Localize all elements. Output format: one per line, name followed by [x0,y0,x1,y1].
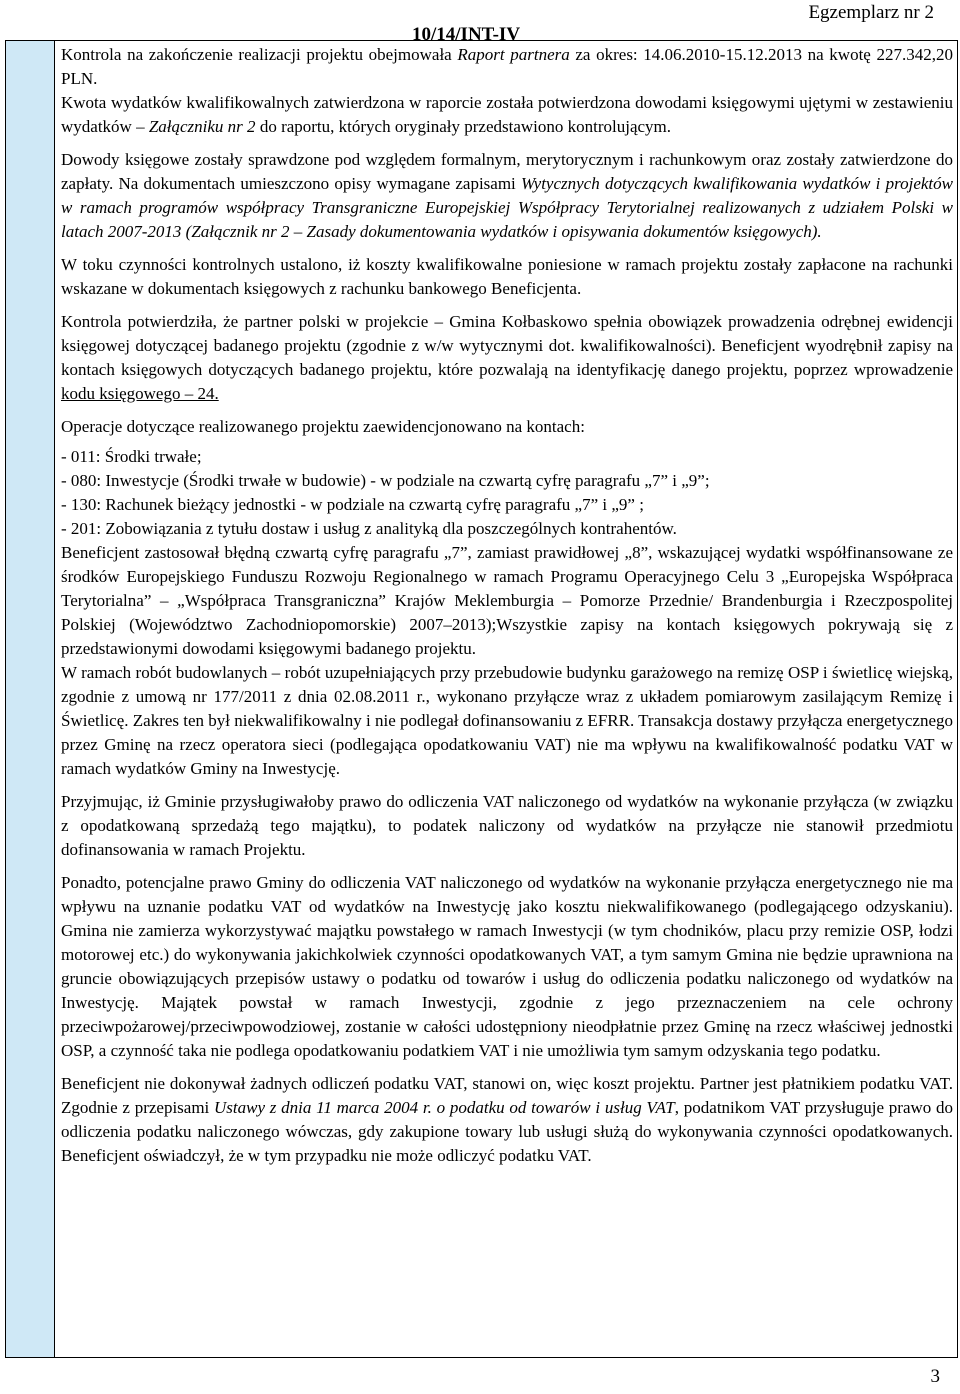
accounts-list [61,445,953,541]
text-run-italic: Wytycznych dotyczących kwalifikowania wydatków i projektów w ramach programów współpracy Transgraniczne Europejskiej Współpracy Terytorialnej realizowanych z udziałem Polski w latach 2007-2013 (Załącznik nr 2 – Zasady dokumentowania wydatków i opisywania dokumentów księgowych). [61,174,953,241]
text-run: Dowody księgowe zostały sprawdzone pod względem formalnym, merytorycznym i rachunkowym oraz zostały zatwierdzone do zapłaty. Na dokumentach umieszczono opisy wymagane zapisami [61,150,953,193]
text-run: , podatnikom VAT przysługuje prawo do odliczenia podatku naliczonego wówczas, gdy zakupione towary lub usługi służą do wykonywania czynności opodatkowanych. Beneficjent oświadczył, że w tym przypadku nie może odliczyć podatku VAT. [61,1098,954,1165]
text-run-underlined: kodu księgowego – 24. [61,384,219,403]
text-run: Kontrola na zakończenie realizacji projektu obejmowała [61,45,458,64]
text-run: Beneficjent nie dokonywał żadnych odliczeń podatku VAT, stanowi on, więc koszt projektu. Partner jest płatnikiem podatku VAT. Zgodnie z przepisami [61,1074,953,1117]
text-run: Kontrola potwierdziła, że partner polski w projekcie – Gmina Kołbaskowo spełnia obowiązek prowadzenia odrębnej ewidencji księgowej dotyczącej badanego projektu (zgodnie z w/w wytycznymi dot. kwalifikowalności). Beneficjent wyodrębnił zapisy na kontach księgowych dotyczących badanego projektu, które pozwalają na identyfikację danego projektu, poprzez wprowadzenie [61,312,953,379]
paragraph-expenditure-amount [61,91,953,139]
text-run-italic: Załączniku nr 2 [148,117,256,136]
paragraph-separate-records [61,310,953,406]
list-item: - 011: Środki trwałe; [61,447,202,466]
list-item: - 080: Inwestycje (Środki trwałe w budowie) - w podziale na czwartą cyfrę paragrafu „7” i „9”; [61,471,710,490]
paragraph-vat-deduction: Ponadto, potencjalne prawo Gminy do odliczenia VAT naliczonego od wydatków na wykonanie przyłącza energetycznego nie ma wpływu na uznanie podatku VAT od wydatków na Inwestycję jako kosztu niekwalifikowanego (podlegającego odzyskaniu). Gmina nie zamierza wykorzystywać majątku powstałego w ramach Inwestycji (w tym chodników, placu przy remizie OSP, łodzi motorowej etc.) do wykonywania jakichkolwiek czynności opodatkowanych VAT, a tym samym Gmina nie będzie uprawniona na gruncie obowiązujących przepisów ustawy o podatku od towarów i usług do odliczenia podatku naliczonego od wydatków na Inwestycję. Majątek powstał w ramach Inwestycji, zgodnie z jego przeznaczeniem na cele ochrony przeciwpożarowej/przeciwpowodziowej, zostanie w całości udostępniony nieodpłatnie przez Gminę na rzecz właściwej jednostki OSP, a czynność taka nie podlega opodatkowaniu podatkiem VAT i nie umożliwia tym samym odzyskania tego podatku. [61,873,953,1060]
document-frame [5,40,958,1358]
margin-bar [6,41,55,1357]
document-reference: 10/14/INT-IV [412,24,521,45]
text-run: do raportu, których oryginały przedstawiono kontrolującym. [255,117,672,136]
paragraph-documents-checked [61,148,953,244]
list-item: - 130: Rachunek bieżący jednostki - w podziale na czwartą cyfrę paragrafu „7” i „9” ; [61,495,644,514]
text-run: za okres: 14.06.2010-15.12.2013 na kwotę 227.342,20 PLN. [61,45,953,88]
paragraph-wrong-digit: Beneficjent zastosował błędną czwartą cyfrę paragrafu „7”, zamiast prawidłowej „8”, wskazującej wydatki współfinansowane ze środków Europejskiego Funduszu Rozwoju Regionalnego w ramach Programu Operacyjnego Celu 3 „Europejska Współpraca Terytorialna” – „Współpraca Transgraniczna” Krajów Meklemburgia – Pomorze Przednie/ Brandenburgia i Rzeczpospolitej Polskiej (Województwo Zachodniopomorskie) 2007–2013);Wszystkie zapisy na kontach księgowych pokrywają się z przedstawionymi dowodami księgowymi badanego projektu. [61,543,953,658]
text-run-italic: Raport partnera [457,45,570,64]
copy-number: Egzemplarz nr 2 [808,2,934,23]
paragraph-vat-connection: Przyjmując, iż Gminie przysługiwałoby prawo do odliczenia VAT naliczonego od wydatków na wykonanie przyłącza (w związku z opodatkowaną sprzedażą tego majątku), to podatek naliczony od wydatków na przyłącze nie stanowił przedmiotu dofinansowania w ramach Projektu. [61,792,953,859]
list-item: - 201: Zobowiązania z tytułu dostaw i usług z analityką dla poszczególnych kontrahentów. [61,519,677,538]
paragraph-report-scope [61,43,953,91]
text-run-italic: Ustawy z dnia 11 marca 2004 r. o podatku od towarów i usług VAT [214,1098,675,1117]
paragraph-construction: W ramach robót budowlanych – robót uzupełniających przy przebudowie budynku garażowego na remizę OSP i świetlicę wiejską, zgodnie z umową nr 177/2011 z dnia 02.08.2011 r., wykonano przyłącze wraz z układem pomiarowym zasilającym Remizę i Świetlicę. Zakres ten był niekwalifikowalny i nie podlegał dofinansowaniu z EFRR. Transakcja dostawy przyłącza energetycznego przez Gminę na rzecz operatora sieci (podlegająca opodatkowaniu VAT) nie ma wpływu na kwalifikowalność podatku VAT w ramach wydatków Gminy na Inwestycję. [61,663,953,778]
paragraph-payments: W toku czynności kontrolnych ustalono, iż koszty kwalifikowalne poniesione w ramach projektu zostały zapłacone na rachunki wskazane w dokumentach księgowych z rachunku bankowego Beneficjenta. [61,255,953,298]
page-number: 3 [930,1366,940,1387]
text-run: Kwota wydatków kwalifikowalnych zatwierdzona w raporcie została potwierdzona dowodami księgowymi ujętymi w zestawieniu wydatków – [61,93,953,136]
document-body [61,43,953,1177]
paragraph-accounts-intro: Operacje dotyczące realizowanego projektu zaewidencjonowano na kontach: [61,417,585,436]
paragraph-vat-statement [61,1072,953,1168]
